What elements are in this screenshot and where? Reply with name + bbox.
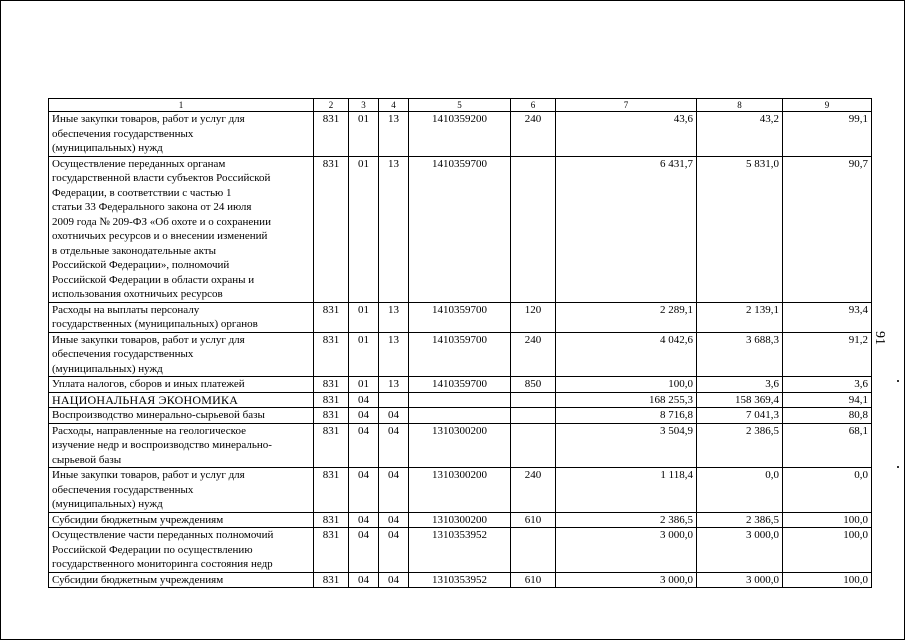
cell-col-3: 04	[349, 392, 379, 408]
cell-col-5: 1310300200	[409, 423, 511, 468]
cell-col-9: 80,8	[783, 408, 872, 424]
row-name-line: НАЦИОНАЛЬНАЯ ЭКОНОМИКА	[52, 392, 239, 407]
cell-col-4: 13	[379, 156, 409, 302]
cell-col-4: 13	[379, 377, 409, 393]
cell-col-2: 831	[314, 512, 349, 528]
cell-col-7: 2 289,1	[556, 302, 697, 332]
table-row	[49, 112, 872, 157]
row-name-line: 2009 года № 209-ФЗ «Об охоте и о сохранении	[52, 215, 271, 228]
cell-col-7: 3 000,0	[556, 572, 697, 588]
cell-col-5: 1310353952	[409, 572, 511, 588]
cell-col-5: 1310300200	[409, 512, 511, 528]
row-name-line: (муниципальных) нужд	[52, 498, 163, 510]
cell-col-7: 100,0	[556, 377, 697, 393]
table-row	[49, 332, 872, 377]
cell-col-3: 04	[349, 528, 379, 573]
row-name-cell	[49, 377, 314, 393]
cell-col-5: 1410359200	[409, 112, 511, 157]
cell-col-8: 2 386,5	[697, 423, 783, 468]
row-name-line: Осуществление переданных органам	[52, 157, 226, 170]
row-name-line: изучение недр и воспроизводство минерально-	[52, 439, 272, 451]
row-name-line: Расходы на выплаты персоналу	[52, 303, 200, 316]
cell-col-3: 01	[349, 156, 379, 302]
row-name-line: (муниципальных) нужд	[52, 362, 163, 375]
cell-col-9: 100,0	[783, 512, 872, 528]
cell-col-6	[511, 423, 556, 468]
cell-col-4	[379, 392, 409, 408]
cell-col-3: 01	[349, 302, 379, 332]
row-name-cell	[49, 392, 314, 408]
row-name-line: Иные закупки товаров, работ и услуг для	[52, 113, 245, 125]
cell-col-2: 831	[314, 377, 349, 393]
header-cell: 3	[349, 99, 379, 112]
cell-col-2: 831	[314, 408, 349, 424]
edge-mark	[897, 466, 899, 468]
cell-col-6	[511, 408, 556, 424]
cell-col-9: 100,0	[783, 528, 872, 573]
cell-col-9: 0,0	[783, 468, 872, 513]
table-row	[49, 156, 872, 302]
row-name-line: обеспечения государственных	[52, 127, 194, 140]
cell-col-9: 3,6	[783, 377, 872, 393]
row-name-line: Воспроизводство минерально-сырьевой базы	[52, 409, 265, 421]
cell-col-7: 1 118,4	[556, 468, 697, 513]
cell-col-5: 1410359700	[409, 332, 511, 377]
cell-col-9: 94,1	[783, 392, 872, 408]
header-cell: 9	[783, 99, 872, 112]
row-name-line: государственного мониторинга состояния недр	[52, 558, 273, 570]
cell-col-8: 2 386,5	[697, 512, 783, 528]
cell-col-5	[409, 392, 511, 408]
row-name-line: Осуществление части переданных полномочий	[52, 529, 274, 541]
cell-col-6: 610	[511, 572, 556, 588]
cell-col-9: 68,1	[783, 423, 872, 468]
row-name-line: государственных (муниципальных) органов	[52, 318, 258, 330]
cell-col-7: 3 504,9	[556, 423, 697, 468]
row-name-line: сырьевой базы	[52, 453, 122, 466]
cell-col-4: 04	[379, 468, 409, 513]
header-cell: 7	[556, 99, 697, 112]
cell-col-4: 04	[379, 572, 409, 588]
cell-col-2: 831	[314, 572, 349, 588]
cell-col-4: 13	[379, 112, 409, 157]
table-row	[49, 392, 872, 408]
header-row	[49, 99, 872, 112]
cell-col-9: 93,4	[783, 302, 872, 332]
cell-col-2: 831	[314, 302, 349, 332]
cell-col-8: 43,2	[697, 112, 783, 157]
edge-mark	[897, 380, 899, 382]
row-name-line: Российской Федерации по осуществлению	[52, 543, 253, 556]
cell-col-3: 04	[349, 512, 379, 528]
cell-col-7: 3 000,0	[556, 528, 697, 573]
table-row	[49, 302, 872, 332]
row-name-line: Иные закупки товаров, работ и услуг для	[52, 333, 245, 346]
cell-col-8: 0,0	[697, 468, 783, 513]
cell-col-9: 99,1	[783, 112, 872, 157]
cell-col-4: 13	[379, 332, 409, 377]
cell-col-4: 04	[379, 512, 409, 528]
cell-col-5: 1410359700	[409, 156, 511, 302]
row-name-line: Иные закупки товаров, работ и услуг для	[52, 469, 245, 481]
table-row	[49, 512, 872, 528]
cell-col-2: 831	[314, 332, 349, 377]
page-number: 91	[872, 331, 887, 345]
cell-col-8: 3 000,0	[697, 528, 783, 573]
row-name-cell	[49, 512, 314, 528]
cell-col-6: 850	[511, 377, 556, 393]
row-name-line: государственной власти субъектов Российской	[52, 172, 271, 184]
cell-col-3: 04	[349, 408, 379, 424]
header-cell: 8	[697, 99, 783, 112]
row-name-line: Российской Федерации», полномочий	[52, 259, 230, 271]
cell-col-5: 1310300200	[409, 468, 511, 513]
row-name-cell	[49, 112, 314, 157]
header-cell: 1	[49, 99, 314, 112]
cell-col-6: 240	[511, 112, 556, 157]
row-name-line: Расходы, направленные на геологическое	[52, 424, 246, 437]
cell-col-9: 100,0	[783, 572, 872, 588]
cell-col-8: 3,6	[697, 377, 783, 393]
cell-col-7: 168 255,3	[556, 392, 697, 408]
cell-col-8: 7 041,3	[697, 408, 783, 424]
cell-col-6: 240	[511, 468, 556, 513]
cell-col-5	[409, 408, 511, 424]
cell-col-3: 04	[349, 423, 379, 468]
table-row	[49, 423, 872, 468]
table-body	[49, 99, 872, 588]
row-name-cell	[49, 572, 314, 588]
cell-col-2: 831	[314, 392, 349, 408]
cell-col-8: 5 831,0	[697, 156, 783, 302]
cell-col-3: 01	[349, 377, 379, 393]
cell-col-3: 04	[349, 572, 379, 588]
cell-col-5: 1310353952	[409, 528, 511, 573]
row-name-line: обеспечения государственных	[52, 483, 194, 496]
cell-col-6	[511, 528, 556, 573]
cell-col-2: 831	[314, 468, 349, 513]
cell-col-9: 90,7	[783, 156, 872, 302]
table-row	[49, 572, 872, 588]
cell-col-9: 91,2	[783, 332, 872, 377]
cell-col-2: 831	[314, 528, 349, 573]
cell-col-2: 831	[314, 112, 349, 157]
cell-col-5: 1410359700	[409, 377, 511, 393]
header-cell: 4	[379, 99, 409, 112]
cell-col-4: 04	[379, 423, 409, 468]
cell-col-6: 120	[511, 302, 556, 332]
table-row	[49, 408, 872, 424]
row-name-cell	[49, 528, 314, 573]
row-name-line: использования охотничьих ресурсов	[52, 288, 223, 300]
cell-col-2: 831	[314, 423, 349, 468]
row-name-cell	[49, 302, 314, 332]
cell-col-2: 831	[314, 156, 349, 302]
cell-col-3: 01	[349, 112, 379, 157]
cell-col-5: 1410359700	[409, 302, 511, 332]
row-name-cell	[49, 156, 314, 302]
row-name-line: (муниципальных) нужд	[52, 142, 163, 154]
header-cell: 5	[409, 99, 511, 112]
table-row	[49, 528, 872, 573]
cell-col-7: 6 431,7	[556, 156, 697, 302]
cell-col-8: 158 369,4	[697, 392, 783, 408]
budget-execution-table	[48, 98, 872, 588]
header-cell: 2	[314, 99, 349, 112]
cell-col-6	[511, 392, 556, 408]
cell-col-3: 01	[349, 332, 379, 377]
cell-col-6	[511, 156, 556, 302]
cell-col-4: 13	[379, 302, 409, 332]
cell-col-7: 43,6	[556, 112, 697, 157]
cell-col-3: 04	[349, 468, 379, 513]
cell-col-7: 4 042,6	[556, 332, 697, 377]
table-row	[49, 468, 872, 513]
cell-col-6: 240	[511, 332, 556, 377]
row-name-line: Российской Федерации в области охраны и	[52, 273, 255, 286]
row-name-line: Субсидии бюджетным учреждениям	[52, 573, 224, 586]
row-name-line: статьи 33 Федерального закона от 24 июля	[52, 201, 252, 213]
row-name-line: охотничьих ресурсов и о внесении изменений	[52, 230, 268, 242]
row-name-line: обеспечения государственных	[52, 348, 194, 360]
cell-col-4: 04	[379, 408, 409, 424]
cell-col-6: 610	[511, 512, 556, 528]
row-name-cell	[49, 332, 314, 377]
table-row	[49, 377, 872, 393]
cell-col-8: 3 688,3	[697, 332, 783, 377]
header-cell: 6	[511, 99, 556, 112]
row-name-line: Уплата налогов, сборов и иных платежей	[52, 378, 245, 390]
row-name-cell	[49, 423, 314, 468]
row-name-line: Субсидии бюджетным учреждениям	[52, 513, 224, 526]
cell-col-8: 3 000,0	[697, 572, 783, 588]
cell-col-8: 2 139,1	[697, 302, 783, 332]
row-name-cell	[49, 468, 314, 513]
row-name-line: в отдельные законодательные акты	[52, 244, 217, 257]
cell-col-7: 2 386,5	[556, 512, 697, 528]
row-name-line: Федерации, в соответствии с частью 1	[52, 186, 232, 199]
cell-col-4: 04	[379, 528, 409, 573]
cell-col-7: 8 716,8	[556, 408, 697, 424]
row-name-cell	[49, 408, 314, 424]
